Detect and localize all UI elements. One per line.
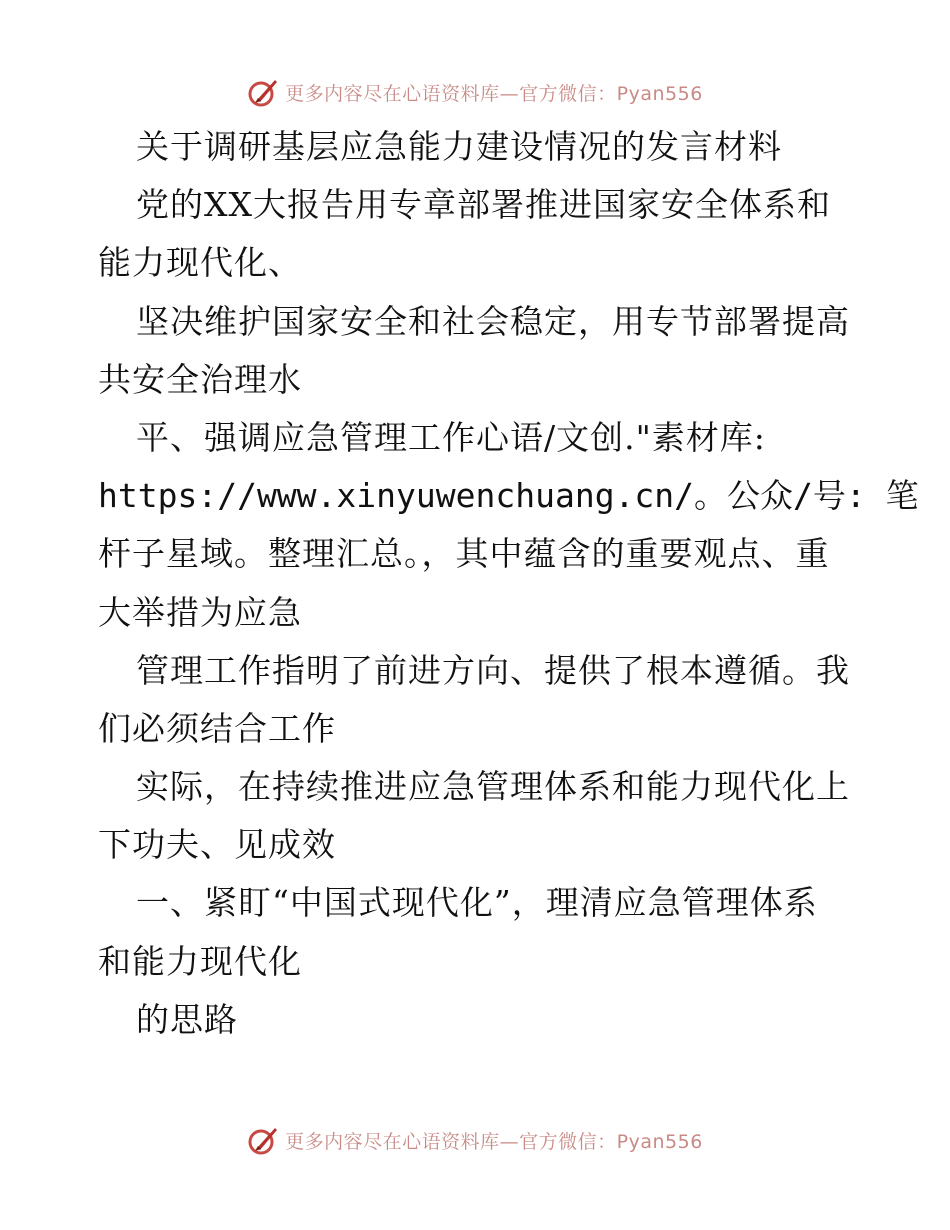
text-line: 党的XX大报告用专章部署推进国家安全体系和 (136, 185, 831, 225)
watermark-text: 更多内容尽在心语资料库—官方微信：Pyan556 (285, 1130, 703, 1153)
quill-logo-icon (247, 1124, 279, 1156)
document-body (98, 118, 919, 1049)
text-line: 管理工作指明了前进方向、提供了根本遵循。我 (136, 650, 850, 690)
footer-watermark (0, 1120, 950, 1160)
text-line: 大举措为应急 (98, 592, 302, 632)
text-line: 杆子星域。整理汇总。，其中蕴含的重要观点、重 (98, 534, 830, 574)
text-line: https://www.xinyuwenchuang.cn/。公众/号: 笔 (98, 476, 919, 516)
text-line: 共安全治理水 (98, 359, 302, 399)
quill-logo-icon (247, 76, 279, 108)
text-line: 下功夫、见成效 (98, 825, 336, 865)
text-line: 实际，在持续推进应急管理体系和能力现代化上 (136, 767, 850, 807)
text-line: 平、强调应急管理工作心语/文创."素材库: (136, 417, 766, 457)
text-line: 们必须结合工作 (98, 708, 336, 748)
text-line: 和能力现代化 (98, 941, 302, 981)
text-line: 能力现代化、 (98, 243, 302, 283)
watermark-text: 更多内容尽在心语资料库—官方微信：Pyan556 (285, 82, 703, 105)
header-watermark (0, 72, 950, 112)
text-line: 坚决维护国家安全和社会稳定，用专节部署提高 (136, 301, 850, 341)
text-line: 关于调研基层应急能力建设情况的发言材料 (136, 127, 782, 166)
text-line: 的思路 (136, 999, 238, 1039)
text-line: 一、紧盯“中国式现代化”，理清应急管理体系 (136, 883, 818, 923)
